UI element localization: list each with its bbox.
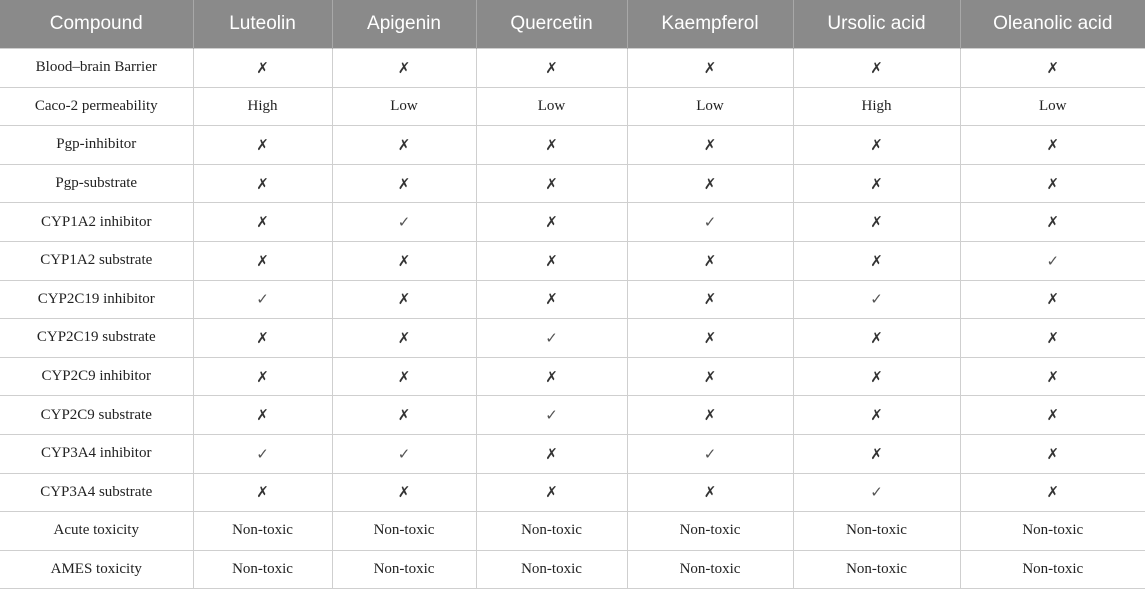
table-cell: ✗ [193, 126, 332, 165]
table-cell: ✓ [793, 280, 960, 319]
table-cell: ✗ [627, 164, 793, 203]
row-label: CYP2C9 inhibitor [0, 357, 193, 396]
table-cell: ✗ [193, 319, 332, 358]
table-cell: ✗ [627, 473, 793, 512]
row-label: Acute toxicity [0, 512, 193, 551]
table-cell: ✗ [332, 126, 476, 165]
row-label: CYP2C9 substrate [0, 396, 193, 435]
table-cell: ✗ [627, 126, 793, 165]
table-cell: ✗ [332, 473, 476, 512]
table-cell: ✗ [332, 164, 476, 203]
table-cell: ✗ [627, 357, 793, 396]
header-kaempferol: Kaempferol [627, 0, 793, 49]
table-cell: Non-toxic [476, 512, 627, 551]
table-cell: Low [960, 87, 1145, 126]
table-cell: ✗ [627, 241, 793, 280]
table-cell: Non-toxic [476, 550, 627, 589]
table-cell: ✓ [476, 396, 627, 435]
table-cell: ✗ [793, 241, 960, 280]
table-row [0, 434, 1145, 473]
table-row [0, 512, 1145, 551]
table-cell: Non-toxic [960, 550, 1145, 589]
row-label: Pgp-substrate [0, 164, 193, 203]
table-cell: ✓ [332, 203, 476, 242]
row-label: CYP2C19 substrate [0, 319, 193, 358]
table-row [0, 473, 1145, 512]
table-cell: ✗ [627, 49, 793, 88]
table-cell: ✗ [193, 241, 332, 280]
table-cell: Non-toxic [793, 550, 960, 589]
table-cell: ✗ [793, 164, 960, 203]
table-row [0, 164, 1145, 203]
table-cell: Non-toxic [193, 550, 332, 589]
table-row [0, 319, 1145, 358]
table-cell: ✗ [476, 126, 627, 165]
table-cell: ✓ [960, 241, 1145, 280]
table-cell: ✓ [793, 473, 960, 512]
table-cell: ✓ [476, 319, 627, 358]
table-cell: ✗ [793, 126, 960, 165]
table-cell: ✗ [960, 396, 1145, 435]
header-compound: Compound [0, 0, 193, 49]
table-cell: Low [332, 87, 476, 126]
table-row [0, 241, 1145, 280]
table-row [0, 87, 1145, 126]
header-quercetin: Quercetin [476, 0, 627, 49]
table-cell: ✗ [627, 319, 793, 358]
table-cell: ✗ [960, 126, 1145, 165]
table-cell: ✗ [476, 473, 627, 512]
table-cell: ✗ [793, 319, 960, 358]
header-ursolic-acid: Ursolic acid [793, 0, 960, 49]
table-cell: ✗ [960, 434, 1145, 473]
table-cell: ✗ [960, 319, 1145, 358]
table-cell: ✗ [793, 434, 960, 473]
table-row [0, 550, 1145, 589]
table-cell: High [193, 87, 332, 126]
table-cell: ✗ [960, 164, 1145, 203]
table-row [0, 126, 1145, 165]
row-label: Caco-2 permeability [0, 87, 193, 126]
table-cell: ✓ [193, 434, 332, 473]
table-cell: ✗ [332, 241, 476, 280]
table-cell: ✗ [793, 203, 960, 242]
table-cell: ✗ [193, 357, 332, 396]
table-cell: ✓ [193, 280, 332, 319]
row-label: CYP1A2 inhibitor [0, 203, 193, 242]
table-cell: ✗ [960, 49, 1145, 88]
table-cell: Non-toxic [960, 512, 1145, 551]
row-label: CYP3A4 substrate [0, 473, 193, 512]
table-cell: ✗ [960, 357, 1145, 396]
table-cell: ✗ [793, 396, 960, 435]
table-cell: ✗ [476, 203, 627, 242]
table-row [0, 357, 1145, 396]
table-cell: ✗ [193, 396, 332, 435]
table-cell: ✗ [960, 473, 1145, 512]
table-cell: ✗ [476, 241, 627, 280]
table-cell: ✗ [627, 396, 793, 435]
row-label: CYP3A4 inhibitor [0, 434, 193, 473]
table-cell: ✗ [193, 164, 332, 203]
table-row [0, 203, 1145, 242]
table-cell: ✗ [332, 319, 476, 358]
table-cell: ✓ [627, 434, 793, 473]
table-cell: ✗ [193, 203, 332, 242]
row-label: AMES toxicity [0, 550, 193, 589]
table-cell: ✓ [627, 203, 793, 242]
table-cell: ✗ [476, 280, 627, 319]
table-cell: Non-toxic [332, 550, 476, 589]
table-cell: ✗ [332, 49, 476, 88]
table-cell: Low [476, 87, 627, 126]
table-cell: ✗ [332, 280, 476, 319]
row-label: Pgp-inhibitor [0, 126, 193, 165]
table-cell: ✗ [476, 49, 627, 88]
table-row [0, 396, 1145, 435]
table-cell: ✗ [332, 396, 476, 435]
header-oleanolic-acid: Oleanolic acid [960, 0, 1145, 49]
table-cell: ✗ [476, 434, 627, 473]
table-row [0, 280, 1145, 319]
table-cell: Non-toxic [332, 512, 476, 551]
table-cell: Low [627, 87, 793, 126]
table-cell: ✗ [193, 49, 332, 88]
table-cell: ✗ [332, 357, 476, 396]
table-row [0, 49, 1145, 88]
table-cell: ✓ [332, 434, 476, 473]
table-cell: ✗ [627, 280, 793, 319]
row-label: CYP2C19 inhibitor [0, 280, 193, 319]
table-body [0, 49, 1145, 589]
table-cell: ✗ [960, 280, 1145, 319]
table-cell: Non-toxic [193, 512, 332, 551]
header-luteolin: Luteolin [193, 0, 332, 49]
table-header-row [0, 0, 1145, 49]
row-label: CYP1A2 substrate [0, 241, 193, 280]
table-cell: ✗ [960, 203, 1145, 242]
row-label: Blood–brain Barrier [0, 49, 193, 88]
table-cell: High [793, 87, 960, 126]
table-cell: Non-toxic [627, 512, 793, 551]
header-apigenin: Apigenin [332, 0, 476, 49]
table-cell: Non-toxic [793, 512, 960, 551]
table-cell: ✗ [793, 357, 960, 396]
table-cell: ✗ [793, 49, 960, 88]
table-cell: Non-toxic [627, 550, 793, 589]
table-cell: ✗ [193, 473, 332, 512]
table-cell: ✗ [476, 357, 627, 396]
table-cell: ✗ [476, 164, 627, 203]
